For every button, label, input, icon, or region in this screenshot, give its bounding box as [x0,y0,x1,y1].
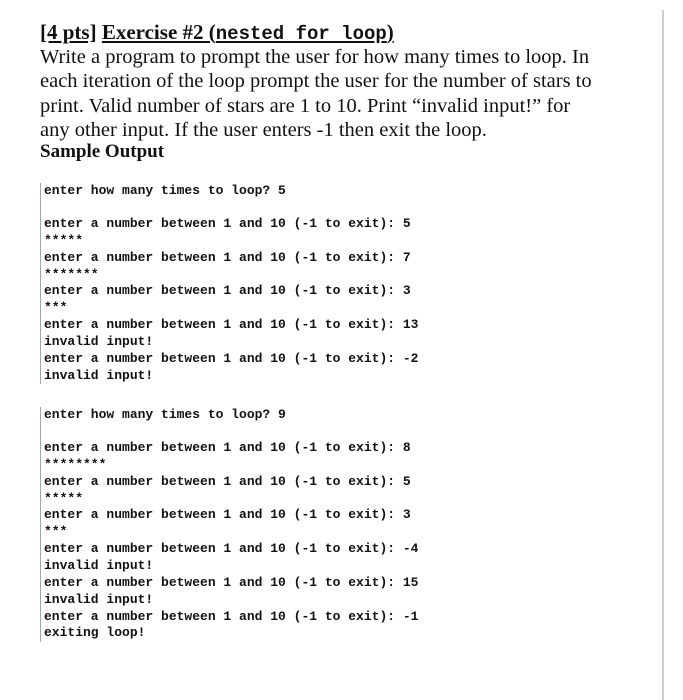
console-line: enter a number between 1 and 10 (-1 to exit): 15 [44,575,419,590]
description-line: each iteration of the loop prompt the user for the number of stars to [40,70,592,93]
console-line: enter a number between 1 and 10 (-1 to exit): -2 [44,351,419,366]
console-output-2 [40,407,481,642]
description-line: Write a program to prompt the user for how many times to loop. In [40,46,590,68]
console-line: enter a number between 1 and 10 (-1 to exit): -1 [44,609,419,624]
console-line: enter a number between 1 and 10 (-1 to exit): 3 [44,507,411,522]
console-line: enter a number between 1 and 10 (-1 to exit): 3 [44,283,411,298]
console-line: ******* [44,267,99,282]
console-output-1 [40,183,481,384]
console-line: invalid input! [44,368,154,383]
console-line: exiting loop! [44,625,146,640]
exercise-title-text: Exercise #2 ( [101,20,216,44]
exercise-title-code: nested for loop [215,23,387,45]
description-line: any other input. If the user enters -1 then exit the loop. [40,118,487,141]
console-line: invalid input! [44,334,154,349]
console-line: enter a number between 1 and 10 (-1 to exit): 13 [44,317,419,332]
console-line: enter a number between 1 and 10 (-1 to exit): 8 [44,440,411,455]
console-line: ***** [44,491,84,506]
page-edge-divider [662,10,664,700]
exercise-title [102,20,394,44]
console-line: ***** [44,233,84,248]
console-line: enter a number between 1 and 10 (-1 to exit): -4 [44,541,419,556]
exercise-title-close: ) [386,20,394,44]
console-line: enter how many times to loop? 9 [44,407,286,422]
console-line: *** [44,300,68,315]
points-label: [4 pts] [40,20,97,44]
console-line: ******** [44,457,107,472]
console-line: enter a number between 1 and 10 (-1 to exit): 5 [44,216,411,231]
exercise-description [40,45,660,142]
console-line: enter a number between 1 and 10 (-1 to exit): 5 [44,474,411,489]
console-line: enter a number between 1 and 10 (-1 to exit): 7 [44,250,411,265]
console-line: invalid input! [44,592,154,607]
sample-output-label: Sample Output [40,141,165,162]
description-line: print. Valid number of stars are 1 to 10. Print “invalid input!” for [40,94,571,117]
exercise-heading [40,20,394,46]
console-line: enter how many times to loop? 5 [44,183,286,198]
console-line: invalid input! [44,558,154,573]
console-line: *** [44,524,68,539]
